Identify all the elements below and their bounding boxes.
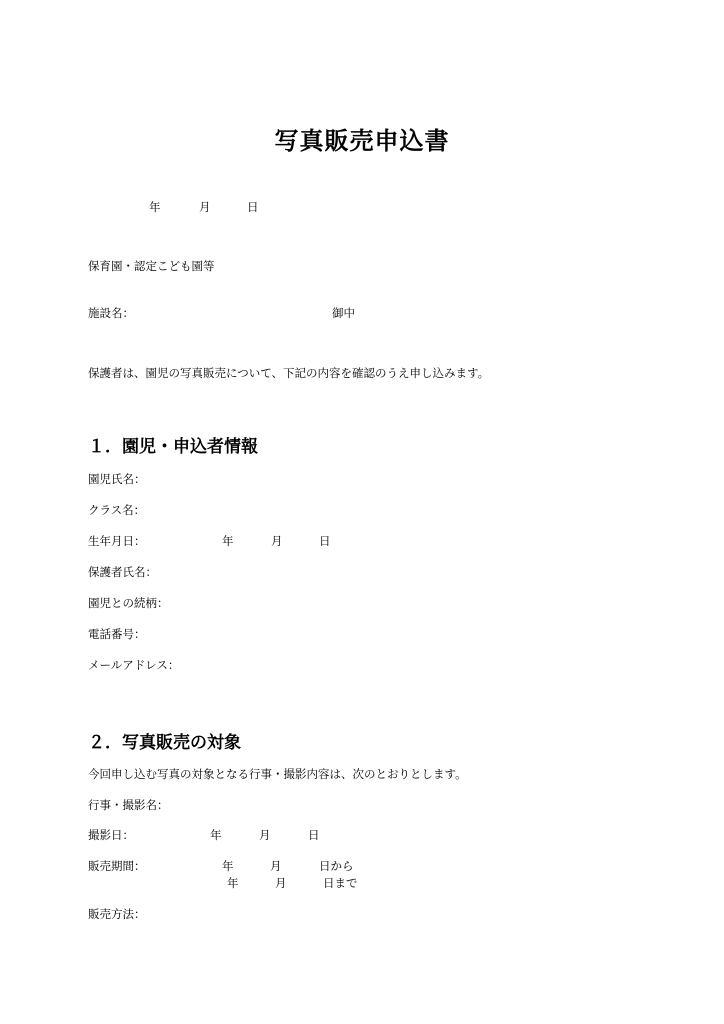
date-month-label: 月: [199, 200, 211, 214]
email-label: メールアドレス：: [88, 658, 180, 672]
phone-label: 電話番号：: [88, 627, 146, 641]
intro-text: 保護者は、園児の写真販売について、下記の内容を確認のうえ申し込みます。: [88, 366, 490, 380]
section2-heading: ２．写真販売の対象: [88, 733, 241, 753]
guardian-name-label: 保護者氏名：: [88, 565, 157, 579]
facility-label: 施設名：: [88, 306, 134, 320]
sales-period-to-month: 月: [275, 876, 287, 890]
shoot-date-month: 月: [259, 828, 271, 842]
birthdate-day: 日: [319, 534, 331, 548]
birthdate-label: 生年月日：: [88, 534, 146, 548]
honorific-onchu: 御中: [332, 306, 355, 320]
child-name-label: 園児氏名：: [88, 472, 146, 486]
sales-period-from-month: 月: [270, 859, 282, 873]
sales-period-to-year: 年: [227, 876, 239, 890]
event-name-label: 行事・撮影名：: [88, 798, 169, 812]
shoot-date-day: 日: [308, 828, 320, 842]
sales-period-from-day: 日から: [319, 859, 354, 873]
class-name-label: クラス名：: [88, 503, 146, 517]
recipient-type: 保育園・認定こども園等: [88, 259, 215, 273]
sales-period-to-day: 日まで: [323, 876, 358, 890]
sales-method-label: 販売方法：: [88, 907, 146, 921]
date-year-label: 年: [149, 200, 161, 214]
shoot-date-year: 年: [210, 828, 222, 842]
section2-intro: 今回申し込む写真の対象となる行事・撮影内容は、次のとおりとします。: [88, 767, 467, 781]
sales-period-label: 販売期間：: [88, 859, 146, 873]
sales-period-from-year: 年: [222, 859, 234, 873]
date-day-label: 日: [247, 200, 259, 214]
document-title: 写真販売申込書: [274, 127, 450, 155]
birthdate-month: 月: [271, 534, 283, 548]
shoot-date-label: 撮影日：: [88, 828, 134, 842]
section1-heading: １．園児・申込者情報: [88, 437, 258, 457]
relationship-label: 園児との続柄：: [88, 596, 169, 610]
birthdate-year: 年: [222, 534, 234, 548]
